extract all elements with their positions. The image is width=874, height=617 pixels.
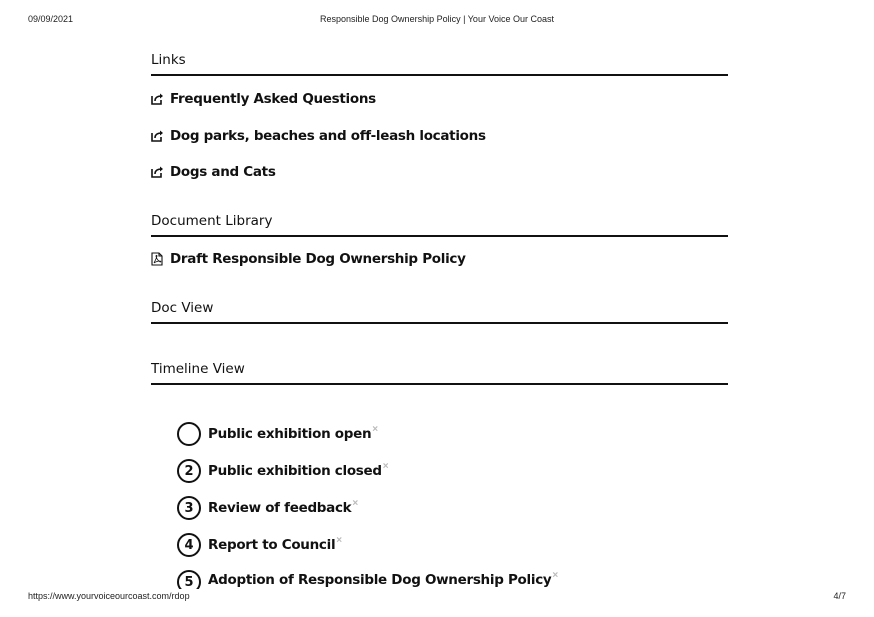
timeline-step-circle: 3 xyxy=(177,496,201,520)
doc-view-heading: Doc View xyxy=(151,300,728,324)
link-dog-parks[interactable] xyxy=(151,128,486,144)
timeline-view-heading: Timeline View xyxy=(151,361,728,385)
link-dogs-and-cats[interactable] xyxy=(151,164,276,180)
link-label: Frequently Asked Questions xyxy=(170,91,376,107)
close-icon: × xyxy=(552,570,559,581)
links-heading: Links xyxy=(151,52,728,76)
document-library-heading: Document Library xyxy=(151,213,728,237)
timeline-step-circle: 5 xyxy=(177,570,201,589)
link-faq[interactable] xyxy=(151,91,376,107)
timeline-item-label: Public exhibition closed xyxy=(208,463,382,479)
pdf-file-icon xyxy=(151,252,165,266)
timeline-step-circle xyxy=(177,422,201,446)
external-link-icon xyxy=(151,165,165,179)
timeline-item xyxy=(177,422,378,446)
external-link-icon xyxy=(151,92,165,106)
timeline-item-label: Public exhibition open xyxy=(208,426,372,442)
page-number: 4/7 xyxy=(833,591,846,601)
link-label: Dogs and Cats xyxy=(170,164,276,180)
document-label: Draft Responsible Dog Ownership Policy xyxy=(170,251,466,267)
close-icon: × xyxy=(382,460,389,472)
print-url: https://www.yourvoiceourcoast.com/rdop xyxy=(28,591,190,601)
timeline-item-label: Adoption of Responsible Dog Ownership Policy xyxy=(208,572,552,588)
timeline-step-circle: 2 xyxy=(177,459,201,483)
timeline-item xyxy=(177,459,389,483)
timeline-item xyxy=(177,570,558,589)
print-date: 09/09/2021 xyxy=(28,14,74,24)
close-icon: × xyxy=(372,423,379,435)
close-icon: × xyxy=(336,534,343,546)
timeline-item xyxy=(177,496,358,520)
timeline-item-label: Review of feedback xyxy=(208,500,352,516)
timeline-item-label: Report to Council xyxy=(208,537,336,553)
external-link-icon xyxy=(151,129,165,143)
close-icon: × xyxy=(352,497,359,509)
timeline-step-circle: 4 xyxy=(177,533,201,557)
print-page-title: Responsible Dog Ownership Policy | Your Voice Our Coast xyxy=(320,14,554,24)
document-draft-policy[interactable] xyxy=(151,251,466,267)
link-label: Dog parks, beaches and off-leash locations xyxy=(170,128,486,144)
timeline-item xyxy=(177,533,342,557)
